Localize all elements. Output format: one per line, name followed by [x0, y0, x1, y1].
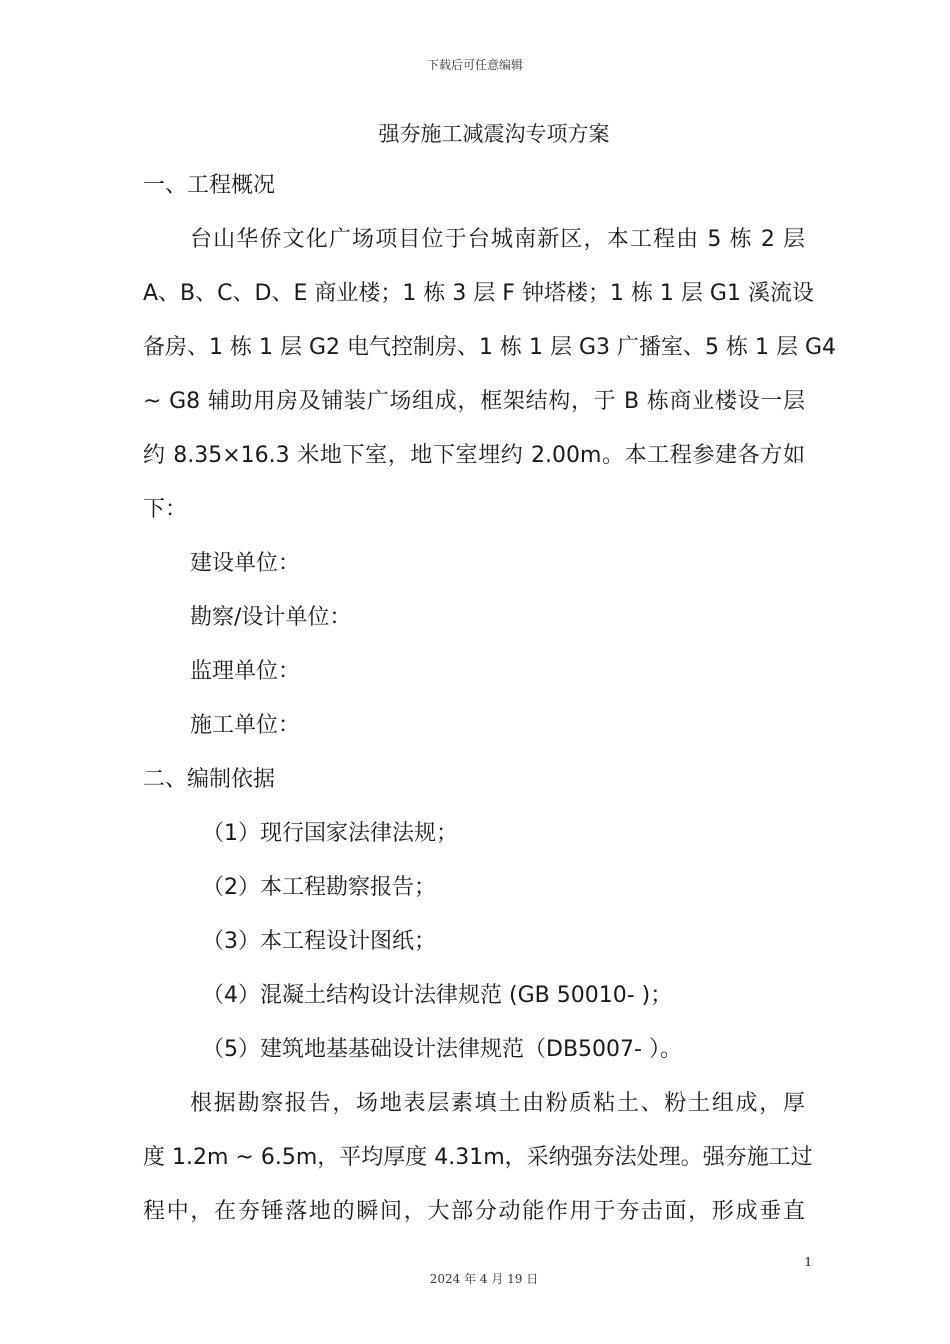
- basis-item: （5）建筑地基基础设计法律规范（DB5007- ）。: [202, 1037, 682, 1062]
- basis-item: （3）本工程设计图纸；: [202, 929, 436, 954]
- party-label-supervision: 监理单位：: [190, 659, 301, 684]
- paragraph-line: 备房、1 栋 1 层 G2 电气控制房、1 栋 1 层 G3 广播室、5 栋 1 层 G4: [143, 335, 837, 360]
- paragraph-line: 程中，在夯锤落地的瞬间，大部分动能作用于夯击面，形成垂直: [143, 1199, 805, 1224]
- paragraph-line: 下：: [143, 497, 188, 522]
- section-heading: 二、编制依据: [143, 767, 276, 792]
- party-label-construction: 建设单位：: [190, 551, 301, 576]
- basis-item: （2）本工程勘察报告；: [202, 875, 436, 900]
- page-number: 1: [804, 1255, 812, 1269]
- basis-item: （4）混凝土结构设计法律规范 (GB 50010- )；: [202, 983, 673, 1008]
- paragraph-line: 度 1.2m ~ 6.5m，平均厚度 4.31m，采纳强夯法处理。强夯施工过: [143, 1145, 813, 1170]
- paragraph-line: 台山华侨文化广场项目位于台城南新区，本工程由 5 栋 2 层: [190, 227, 805, 252]
- party-label-contractor: 施工单位：: [190, 713, 301, 738]
- paragraph-line: A、B、C、D、E 商业楼；1 栋 3 层 F 钟塔楼；1 栋 1 层 G1 溪流设: [143, 281, 814, 306]
- paragraph-line: 约 8.35×16.3 米地下室，地下室埋约 2.00m。本工程参建各方如: [143, 443, 805, 468]
- basis-item: （1）现行国家法律法规；: [202, 821, 458, 846]
- footer-date: 2024 年 4 月 19 日: [429, 1272, 539, 1286]
- document-title: 强夯施工减震沟专项方案: [378, 122, 610, 146]
- paragraph-line: 根据勘察报告，场地表层素填土由粉质粘土、粉土组成，厚: [190, 1091, 805, 1116]
- section-heading: 一、工程概况: [143, 173, 276, 198]
- paragraph-line: ~ G8 辅助用房及铺装广场组成，框架结构，于 B 栋商业楼设一层: [143, 389, 805, 414]
- party-label-survey-design: 勘察/设计单位：: [190, 605, 352, 630]
- header-note: 下载后可任意编辑: [426, 58, 523, 72]
